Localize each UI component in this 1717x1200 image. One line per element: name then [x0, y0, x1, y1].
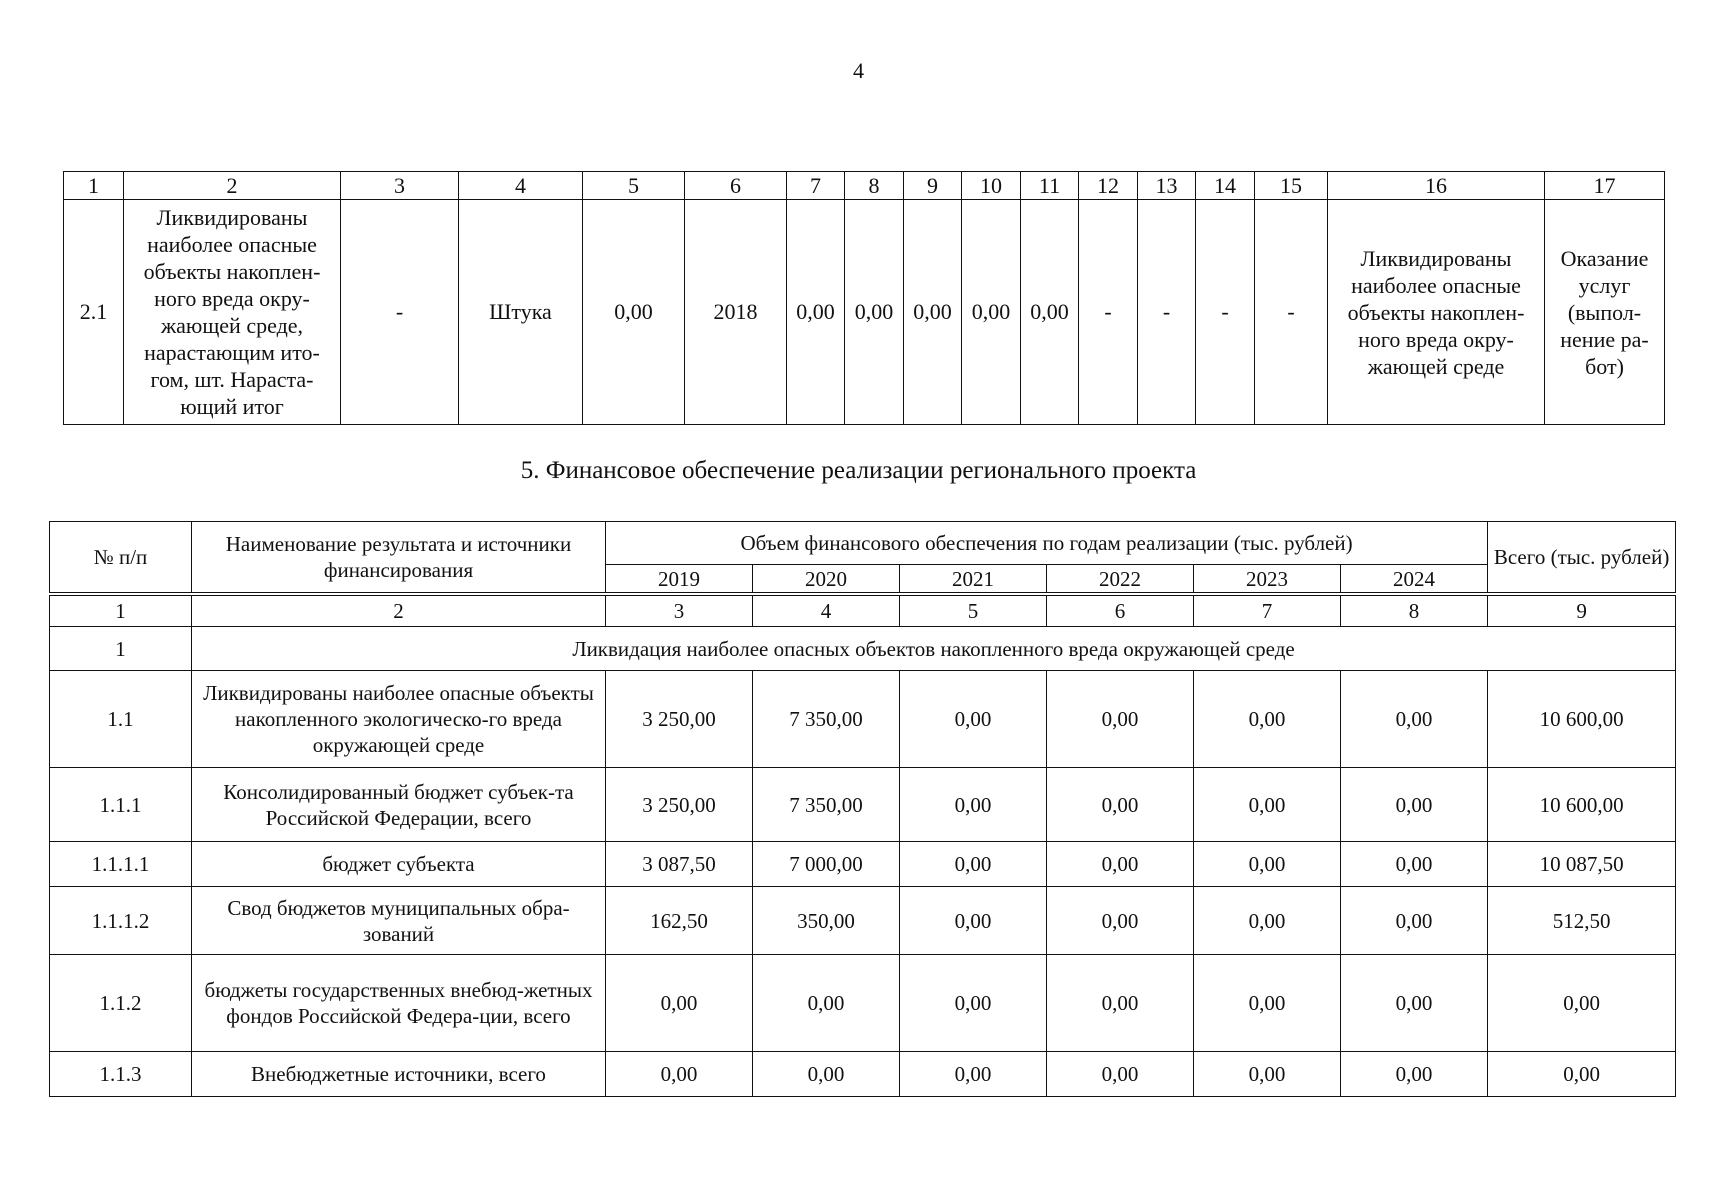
column-number: 13	[1138, 172, 1196, 200]
cell-value: -	[1196, 200, 1255, 425]
cell-value: -	[1255, 200, 1328, 425]
row-number: 2.1	[64, 200, 124, 425]
column-number: 4	[753, 594, 900, 627]
column-number: 1	[50, 594, 192, 627]
cell-value: 0,00	[1194, 955, 1341, 1052]
base-value: 0,00	[583, 200, 685, 425]
column-number: 9	[904, 172, 962, 200]
row-name: Свод бюджетов муниципальных обра-зований	[192, 887, 606, 955]
cell-value: 0,00	[900, 842, 1047, 887]
cell-value: 0,00	[753, 955, 900, 1052]
cell-value: 0,00	[1341, 842, 1488, 887]
cell-value: 0,00	[900, 1052, 1047, 1097]
column-number: 10	[962, 172, 1021, 200]
header-year: 2022	[1047, 565, 1194, 595]
cell-value: 0,00	[606, 955, 753, 1052]
cell-value: 7 350,00	[753, 671, 900, 768]
financing-table	[49, 521, 1676, 1097]
row-number: 1.1.3	[50, 1052, 192, 1097]
row-name: Ликвидированы наиболее опасные объекты накопленного экологическо-го вреда окружающей среде	[192, 671, 606, 768]
cell-value: 0,00	[900, 887, 1047, 955]
cell-value: 0,00	[962, 200, 1021, 425]
row-name: Консолидированный бюджет субъек-та Российской Федерации, всего	[192, 768, 606, 842]
result-description: Ликвидированы наиболее опасные объекты накоплен-ного вреда окру-жающей среде	[1328, 200, 1545, 425]
header-year: 2019	[606, 565, 753, 595]
column-number: 7	[1194, 594, 1341, 627]
cell-value: 7 350,00	[753, 768, 900, 842]
cell-value: 0,00	[1021, 200, 1079, 425]
column-number: 17	[1545, 172, 1665, 200]
row-number: 1.1.1.1	[50, 842, 192, 887]
cell-value: 0,00	[1047, 1052, 1194, 1097]
column-number: 8	[1341, 594, 1488, 627]
header-row	[50, 522, 1676, 565]
cell-value: 0,00	[1194, 1052, 1341, 1097]
cell-value: 7 000,00	[753, 842, 900, 887]
cell-value: 0,00	[1047, 887, 1194, 955]
column-number: 6	[1047, 594, 1194, 627]
cell-value: 0,00	[1341, 671, 1488, 768]
cell-value: 0,00	[845, 200, 904, 425]
column-number: 9	[1488, 594, 1676, 627]
cell-value: 0,00	[1194, 671, 1341, 768]
cell-value: 0,00	[606, 1052, 753, 1097]
column-number: 3	[341, 172, 459, 200]
cell-value: 0,00	[1047, 768, 1194, 842]
header-name: Наименование результата и источники финансирования	[192, 522, 606, 595]
header-total: Всего (тыс. рублей)	[1488, 522, 1676, 595]
row-number: 1.1.1	[50, 768, 192, 842]
column-number: 2	[192, 594, 606, 627]
header-year: 2024	[1341, 565, 1488, 595]
column-number: 2	[124, 172, 341, 200]
page-number: 4	[853, 58, 864, 83]
row-total: 10 600,00	[1488, 671, 1676, 768]
cell-value: 0,00	[787, 200, 845, 425]
column-number: 15	[1255, 172, 1328, 200]
column-number: 8	[845, 172, 904, 200]
cell-value: -	[341, 200, 459, 425]
cell-value: 0,00	[1341, 955, 1488, 1052]
table-row	[50, 768, 1676, 842]
table-row	[50, 1052, 1676, 1097]
cell-value: 0,00	[1194, 887, 1341, 955]
table-row	[64, 200, 1665, 425]
row-name: бюджет субъекта	[192, 842, 606, 887]
cell-value: 0,00	[1194, 768, 1341, 842]
cell-value: 3 250,00	[606, 671, 753, 768]
row-total: 0,00	[1488, 955, 1676, 1052]
cell-value: 0,00	[1047, 671, 1194, 768]
row-total: 10 087,50	[1488, 842, 1676, 887]
column-number: 4	[459, 172, 583, 200]
column-number: 16	[1328, 172, 1545, 200]
header-number: № п/п	[50, 522, 192, 595]
table-row	[50, 955, 1676, 1052]
table-row	[50, 671, 1676, 768]
column-number-row	[64, 172, 1665, 200]
base-year: 2018	[685, 200, 787, 425]
result-type: Оказание услуг (выпол-нение ра-бот)	[1545, 200, 1665, 425]
cell-value: 0,00	[900, 671, 1047, 768]
cell-value: 0,00	[900, 955, 1047, 1052]
cell-value: 0,00	[753, 1052, 900, 1097]
section-row	[50, 627, 1676, 671]
row-number: 1.1.1.2	[50, 887, 192, 955]
cell-value: 162,50	[606, 887, 753, 955]
cell-value: 0,00	[904, 200, 962, 425]
row-name: Внебюджетные источники, всего	[192, 1052, 606, 1097]
cell-value: 0,00	[1341, 1052, 1488, 1097]
column-number: 5	[900, 594, 1047, 627]
cell-value: 0,00	[1194, 842, 1341, 887]
header-volume: Объем финансового обеспечения по годам реализации (тыс. рублей)	[606, 522, 1488, 565]
indicators-table	[63, 171, 1665, 425]
header-year: 2020	[753, 565, 900, 595]
section-row-title: Ликвидация наиболее опасных объектов накопленного вреда окружающей среде	[192, 627, 1676, 671]
column-number: 3	[606, 594, 753, 627]
cell-value: 350,00	[753, 887, 900, 955]
cell-value: 3 087,50	[606, 842, 753, 887]
unit-of-measure: Штука	[459, 200, 583, 425]
column-number: 5	[583, 172, 685, 200]
column-number: 12	[1079, 172, 1138, 200]
table-row	[50, 842, 1676, 887]
header-year: 2023	[1194, 565, 1341, 595]
column-number: 1	[64, 172, 124, 200]
indicator-name: Ликвидированы наиболее опасные объекты накоплен-ного вреда окру-жающей среде, нарастающим ито-гом, шт. Нараста-ющий итог	[124, 200, 341, 425]
column-number: 11	[1021, 172, 1079, 200]
column-number: 7	[787, 172, 845, 200]
row-total: 0,00	[1488, 1052, 1676, 1097]
row-total: 512,50	[1488, 887, 1676, 955]
cell-value: 0,00	[1047, 842, 1194, 887]
cell-value: -	[1138, 200, 1196, 425]
cell-value: 3 250,00	[606, 768, 753, 842]
header-year: 2021	[900, 565, 1047, 595]
row-name: бюджеты государственных внебюд-жетных фондов Российской Федера-ции, всего	[192, 955, 606, 1052]
column-number: 6	[685, 172, 787, 200]
section-title: 5. Финансовое обеспечение реализации регионального проекта	[520, 457, 1197, 484]
cell-value: 0,00	[900, 768, 1047, 842]
cell-value: 0,00	[1341, 887, 1488, 955]
column-number-row	[50, 594, 1676, 627]
cell-value: -	[1079, 200, 1138, 425]
row-number: 1	[50, 627, 192, 671]
table-row	[50, 887, 1676, 955]
cell-value: 0,00	[1047, 955, 1194, 1052]
column-number: 14	[1196, 172, 1255, 200]
row-total: 10 600,00	[1488, 768, 1676, 842]
row-number: 1.1.2	[50, 955, 192, 1052]
cell-value: 0,00	[1341, 768, 1488, 842]
row-number: 1.1	[50, 671, 192, 768]
